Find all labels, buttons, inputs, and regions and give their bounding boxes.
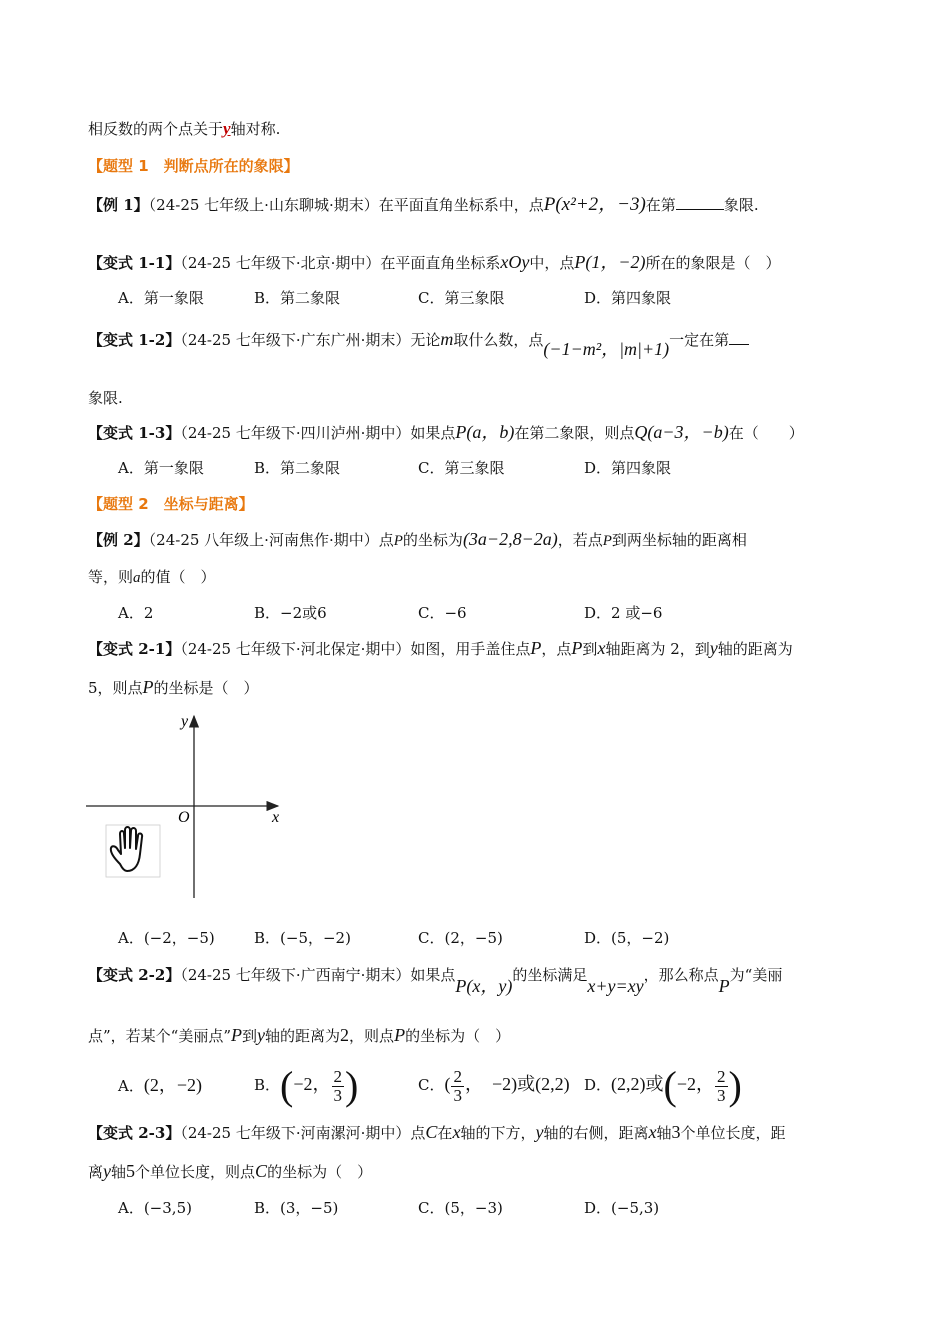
type2-heading: 【题型 2 坐标与距离】 bbox=[88, 495, 254, 513]
intro-line: 相反数的两个点关于y轴对称. bbox=[88, 119, 281, 138]
answer-blank[interactable] bbox=[676, 209, 724, 210]
answer-blank[interactable] bbox=[729, 344, 749, 345]
answer-y: y bbox=[223, 119, 231, 138]
v23-option-b[interactable]: B．(3，−5) bbox=[254, 1199, 339, 1217]
v23-option-d[interactable]: D．(−5,3) bbox=[584, 1199, 660, 1217]
variant-2-3: 【变式 2-3】（24-25 七年级下·河南漯河·期中）点C在x轴的下方，y轴的右侧，距离x轴3个单位长度，距 bbox=[88, 1122, 786, 1142]
y-axis-label: y bbox=[181, 713, 189, 730]
v21-option-b[interactable]: B．(−5，−2) bbox=[254, 929, 351, 947]
variant-2-1: 【变式 2-1】（24-25 七年级下·河北保定·期中）如图，用手盖住点P，点P到x轴距离为 2，到y轴的距离为 bbox=[88, 638, 793, 658]
v22-option-b[interactable]: B．(−2， $\frac{2}{3}$ ) bbox=[254, 1063, 359, 1108]
example-2: 【例 2】（24-25 八年级上·河南焦作·期中）点P的坐标为(3a−2,8−2a)，若点P到两坐标轴的距离相 bbox=[88, 529, 747, 549]
x-axis-label: x bbox=[272, 809, 280, 826]
variant-2-1-cont: 5，则点P的坐标是（ ） bbox=[88, 677, 259, 697]
v23-option-a[interactable]: A．(−3,5) bbox=[118, 1199, 192, 1217]
v11-option-d[interactable]: D．第四象限 bbox=[584, 289, 672, 307]
coordinate-figure bbox=[86, 708, 296, 903]
variant-2-2-cont: 点”，若某个“美丽点”P到y轴的距离为2，则点P的坐标为（ ） bbox=[88, 1025, 511, 1045]
variant-2-2: 【变式 2-2】（24-25 七年级下·广西南宁·期末）如果点P(x，y)的坐标满足x+y=xy，那么称点P为“美丽 bbox=[88, 966, 783, 996]
v11-option-a[interactable]: A．第一象限 bbox=[118, 289, 204, 307]
v11-option-c[interactable]: C．第三象限 bbox=[418, 289, 505, 307]
example-1: 【例 1】（24-25 七年级上·山东聊城·期末）在平面直角坐标系中，点P(x²+2，−3)在第 象限. bbox=[88, 194, 759, 215]
v13-option-c[interactable]: C．第三象限 bbox=[418, 459, 505, 477]
v13-option-a[interactable]: A．第一象限 bbox=[118, 459, 204, 477]
v11-option-b[interactable]: B．第二象限 bbox=[254, 289, 341, 307]
hand-icon bbox=[106, 825, 160, 877]
v22-option-a[interactable]: A．(2，−2) bbox=[118, 1075, 202, 1095]
variant-1-2: 【变式 1-2】（24-25 七年级下·广东广州·期末）无论m取什么数，点(−1−m²，|m|+1)一定在第 bbox=[88, 328, 749, 351]
v21-option-a[interactable]: A．(−2，−5) bbox=[118, 929, 215, 947]
ex2-option-d[interactable]: D．2 或−6 bbox=[584, 604, 663, 622]
v13-option-d[interactable]: D．第四象限 bbox=[584, 459, 672, 477]
type1-heading: 【题型 1 判断点所在的象限】 bbox=[88, 157, 299, 175]
ex2-option-c[interactable]: C．−6 bbox=[418, 604, 467, 622]
v22-option-c[interactable]: C．( $\frac{2}{3}$ ， −2)或(2,2) bbox=[418, 1066, 570, 1105]
v22-option-d[interactable]: D．(2,2)或(−2， $\frac{2}{3}$ ) bbox=[584, 1063, 742, 1108]
variant-1-1: 【变式 1-1】（24-25 七年级下·北京·期中）在平面直角坐标系xOy中，点P(1，−2)所在的象限是（ ） bbox=[88, 252, 781, 272]
ex1-point: P(x²+2，−3) bbox=[543, 194, 646, 215]
ex2-option-a[interactable]: A．2 bbox=[118, 604, 154, 622]
variant-1-3: 【变式 1-3】（24-25 七年级下·四川泸州·期中）如果点P(a，b)在第二象限，则点Q(a−3，−b)在（ ） bbox=[88, 422, 804, 442]
v23-option-c[interactable]: C．(5，−3) bbox=[418, 1199, 503, 1217]
ex2-option-b[interactable]: B．−2或6 bbox=[254, 604, 327, 622]
v13-option-b[interactable]: B．第二象限 bbox=[254, 459, 341, 477]
v21-option-c[interactable]: C．(2，−5) bbox=[418, 929, 503, 947]
origin-label: O bbox=[178, 809, 190, 826]
example-2-cont: 等，则a的值（ ） bbox=[88, 568, 216, 586]
variant-2-3-cont: 离y轴5个单位长度，则点C的坐标为（ ） bbox=[88, 1161, 373, 1181]
v21-option-d[interactable]: D．(5，−2) bbox=[584, 929, 670, 947]
variant-1-2-cont: 象限. bbox=[88, 389, 123, 407]
